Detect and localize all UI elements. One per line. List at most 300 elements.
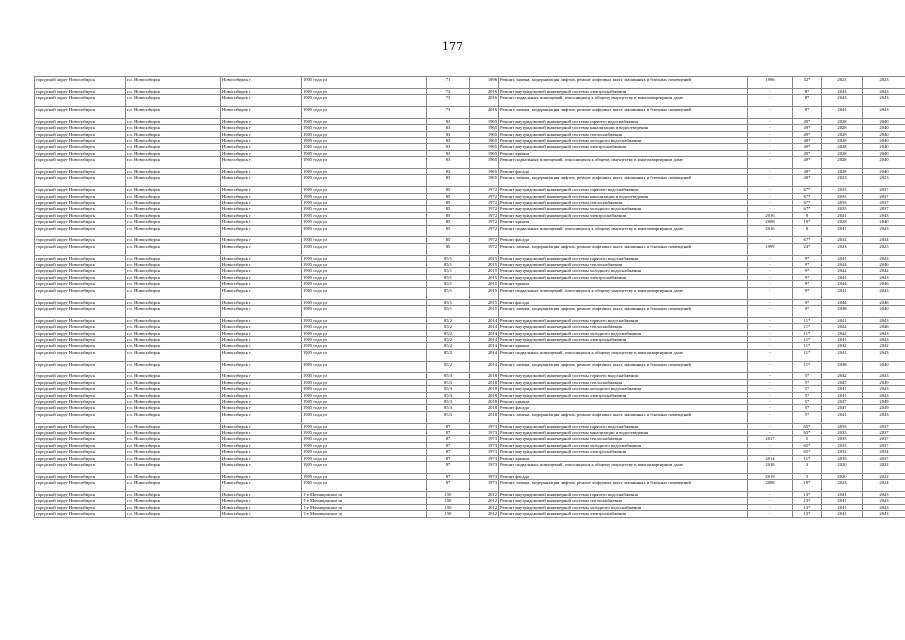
- cell-city: Новосибирск г: [221, 379, 302, 385]
- cell-house: 85/1: [427, 299, 470, 305]
- cell-settlement: г.о. Новосибирск: [126, 492, 221, 498]
- cell-built-year: 1996: [470, 77, 499, 89]
- cell-last-repair: -: [748, 175, 793, 187]
- cell-municipality: городской округ Новосибирск: [35, 268, 126, 274]
- table-row: [35, 77, 905, 89]
- cell-built-year: 2015: [470, 281, 499, 287]
- cell-city: Новосибирск г: [221, 200, 302, 206]
- cell-settlement: г.о. Новосибирск: [126, 274, 221, 280]
- cell-house: 85: [427, 206, 470, 212]
- table-row: [35, 95, 905, 107]
- cell-plan-from: 2023: [822, 175, 863, 187]
- cell-municipality: городской округ Новосибирск: [35, 144, 126, 150]
- cell-work-type: Ремонт внутридомовой инженерной системы электроснабжения: [499, 449, 748, 455]
- cell-street: 1905 года ул: [302, 193, 427, 199]
- cell-plan-to: 2043: [863, 386, 905, 392]
- cell-street: 1905 года ул: [302, 287, 427, 299]
- cell-house: 83: [427, 144, 470, 150]
- cell-plan-to: 2049: [863, 398, 905, 404]
- cell-wear: 13*: [793, 504, 822, 510]
- cell-plan-from: 2035: [822, 442, 863, 448]
- cell-house: 87: [427, 423, 470, 429]
- cell-plan-from: 2028: [822, 118, 863, 124]
- cell-plan-from: 2044: [822, 281, 863, 287]
- cell-work-type: Ремонт внутридомовой инженерной системы канализации и водоотведения: [499, 125, 748, 131]
- cell-built-year: 1965: [470, 144, 499, 150]
- cell-settlement: г.о. Новосибирск: [126, 336, 221, 342]
- cell-wear: 9*: [793, 281, 822, 287]
- cell-street: 1905 года ул: [302, 88, 427, 94]
- cell-house: 83: [427, 157, 470, 169]
- cell-plan-to: 2040: [863, 125, 905, 131]
- cell-wear: 5*: [793, 379, 822, 385]
- cell-municipality: городской округ Новосибирск: [35, 237, 126, 243]
- cell-settlement: г.о. Новосибирск: [126, 405, 221, 411]
- cell-house: 73: [427, 95, 470, 107]
- cell-street: 1905 года ул: [302, 262, 427, 268]
- cell-street: 1905 года ул: [302, 77, 427, 89]
- cell-settlement: г.о. Новосибирск: [126, 187, 221, 193]
- cell-plan-to: 2040: [863, 131, 905, 137]
- cell-street: 1905 года ул: [302, 225, 427, 237]
- cell-plan-to: 2040: [863, 144, 905, 150]
- cell-municipality: городской округ Новосибирск: [35, 429, 126, 435]
- cell-house: 85: [427, 187, 470, 193]
- cell-work-type: Ремонт крыши: [499, 343, 748, 349]
- cell-work-type: Ремонт подвальных помещений, относящихся к общему имуществу в многоквартирном доме: [499, 349, 748, 361]
- cell-settlement: г.о. Новосибирск: [126, 262, 221, 268]
- cell-wear: 11*: [793, 336, 822, 342]
- cell-plan-to: 2037: [863, 206, 905, 212]
- cell-work-type: Ремонт крыши: [499, 281, 748, 287]
- cell-plan-to: 2043: [863, 317, 905, 323]
- cell-settlement: г.о. Новосибирск: [126, 95, 221, 107]
- cell-plan-from: 2020: [822, 473, 863, 479]
- cell-city: Новосибирск г: [221, 287, 302, 299]
- cell-work-type: Ремонт фасада: [499, 473, 748, 479]
- cell-settlement: г.о. Новосибирск: [126, 480, 221, 492]
- cell-plan-from: 2035: [822, 206, 863, 212]
- cell-house: 85/2: [427, 349, 470, 361]
- cell-plan-from: 2023: [822, 243, 863, 255]
- cell-plan-to: 2023: [863, 77, 905, 89]
- cell-work-type: Ремонт, замена, модернизация лифтов, ремонт лифтовых шахт, машинных и блочных помещений: [499, 480, 748, 492]
- cell-house: 87: [427, 429, 470, 435]
- cell-last-repair: -: [748, 324, 793, 330]
- cell-built-year: 2012: [470, 498, 499, 504]
- cell-municipality: городской округ Новосибирск: [35, 225, 126, 237]
- cell-street: 1905 года ул: [302, 169, 427, 175]
- cell-work-type: Ремонт внутридомовой инженерной системы электроснабжения: [499, 336, 748, 342]
- cell-last-repair: -: [748, 144, 793, 150]
- cell-settlement: г.о. Новосибирск: [126, 392, 221, 398]
- cell-municipality: городской округ Новосибирск: [35, 386, 126, 392]
- cell-plan-to: 2043: [863, 511, 905, 517]
- cell-municipality: городской округ Новосибирск: [35, 392, 126, 398]
- cell-house: 87: [427, 449, 470, 455]
- cell-municipality: городской округ Новосибирск: [35, 219, 126, 225]
- cell-plan-from: 2032: [822, 449, 863, 455]
- cell-plan-from: 2047: [822, 405, 863, 411]
- cell-wear: 49*: [793, 118, 822, 124]
- cell-plan-from: 2020: [822, 462, 863, 474]
- cell-wear: 49*: [793, 144, 822, 150]
- cell-wear: 67*: [793, 237, 822, 243]
- cell-plan-from: 2043: [822, 95, 863, 107]
- cell-built-year: 2016: [470, 95, 499, 107]
- cell-built-year: 2014: [470, 324, 499, 330]
- cell-municipality: городской округ Новосибирск: [35, 243, 126, 255]
- cell-street: 1905 года ул: [302, 150, 427, 156]
- cell-street: 1905 года ул: [302, 473, 427, 479]
- cell-last-repair: -: [748, 169, 793, 175]
- cell-street: 1905 года ул: [302, 411, 427, 423]
- cell-wear: 8: [793, 212, 822, 218]
- table-row: [35, 107, 905, 119]
- cell-built-year: 2018: [470, 405, 499, 411]
- cell-built-year: 2018: [470, 392, 499, 398]
- cell-house: 83: [427, 175, 470, 187]
- cell-house: 85/2: [427, 317, 470, 323]
- cell-last-repair: -: [748, 138, 793, 144]
- cell-city: Новосибирск г: [221, 473, 302, 479]
- cell-settlement: г.о. Новосибирск: [126, 455, 221, 461]
- cell-plan-from: 2028: [822, 144, 863, 150]
- cell-street: 1905 года ул: [302, 206, 427, 212]
- cell-settlement: г.о. Новосибирск: [126, 373, 221, 379]
- cell-municipality: городской округ Новосибирск: [35, 138, 126, 144]
- cell-street: 1905 года ул: [302, 330, 427, 336]
- cell-street: 1905 года ул: [302, 212, 427, 218]
- cell-wear: 11*: [793, 317, 822, 323]
- cell-work-type: Ремонт внутридомовой инженерной системы электроснабжения: [499, 88, 748, 94]
- cell-last-repair: -: [748, 305, 793, 317]
- cell-municipality: городской округ Новосибирск: [35, 330, 126, 336]
- cell-last-repair: -: [748, 405, 793, 411]
- cell-street: 1905 года ул: [302, 398, 427, 404]
- cell-city: Новосибирск г: [221, 330, 302, 336]
- cell-plan-to: 2043: [863, 392, 905, 398]
- cell-work-type: Ремонт внутридомовой инженерной системы электроснабжения: [499, 212, 748, 218]
- cell-settlement: г.о. Новосибирск: [126, 200, 221, 206]
- cell-municipality: городской округ Новосибирск: [35, 262, 126, 268]
- cell-built-year: 1972: [470, 243, 499, 255]
- cell-city: Новосибирск г: [221, 386, 302, 392]
- cell-wear: 49*: [793, 150, 822, 156]
- cell-built-year: 1973: [470, 442, 499, 448]
- cell-built-year: 2014: [470, 330, 499, 336]
- cell-plan-to: 2043: [863, 411, 905, 423]
- cell-work-type: Ремонт крыши: [499, 455, 748, 461]
- cell-last-repair: -: [748, 95, 793, 107]
- cell-last-repair: 1999: [748, 243, 793, 255]
- cell-municipality: городской округ Новосибирск: [35, 361, 126, 373]
- cell-street: 1905 года ул: [302, 392, 427, 398]
- cell-wear: 9*: [793, 274, 822, 280]
- cell-municipality: городской округ Новосибирск: [35, 324, 126, 330]
- cell-work-type: Ремонт, замена, модернизация лифтов, ремонт лифтовых шахт, машинных и блочных помещений: [499, 411, 748, 423]
- cell-plan-to: 2037: [863, 187, 905, 193]
- cell-work-type: Ремонт внутридомовой инженерной системы горячего водоснабжения: [499, 423, 748, 429]
- cell-house: 85/3: [427, 392, 470, 398]
- cell-last-repair: -: [748, 299, 793, 305]
- cell-work-type: Ремонт внутридомовой инженерной системы теплоснабжения: [499, 379, 748, 385]
- cell-settlement: г.о. Новосибирск: [126, 299, 221, 305]
- cell-house: 85/1: [427, 287, 470, 299]
- cell-street: 1905 года ул: [302, 274, 427, 280]
- cell-plan-from: 2041: [822, 255, 863, 261]
- cell-municipality: городской округ Новосибирск: [35, 473, 126, 479]
- table-row: [35, 411, 905, 423]
- cell-wear: 3: [793, 473, 822, 479]
- cell-municipality: городской округ Новосибирск: [35, 511, 126, 517]
- cell-settlement: г.о. Новосибирск: [126, 386, 221, 392]
- cell-work-type: Ремонт внутридомовой инженерной системы холодного водоснабжения: [499, 206, 748, 212]
- cell-municipality: городской округ Новосибирск: [35, 187, 126, 193]
- cell-wear: 49*: [793, 157, 822, 169]
- cell-built-year: 1972: [470, 212, 499, 218]
- cell-city: Новосибирск г: [221, 511, 302, 517]
- cell-city: Новосибирск г: [221, 405, 302, 411]
- cell-plan-from: 2041: [822, 349, 863, 361]
- cell-city: Новосибирск г: [221, 95, 302, 107]
- cell-house: 85/1: [427, 281, 470, 287]
- cell-plan-from: 2041: [822, 336, 863, 342]
- cell-last-repair: -: [748, 392, 793, 398]
- cell-last-repair: -: [748, 492, 793, 498]
- cell-plan-from: 2044: [822, 299, 863, 305]
- cell-built-year: 1972: [470, 225, 499, 237]
- cell-wear: 65*: [793, 423, 822, 429]
- cell-municipality: городской округ Новосибирск: [35, 317, 126, 323]
- cell-plan-to: 2043: [863, 225, 905, 237]
- cell-plan-to: 2043: [863, 330, 905, 336]
- cell-street: 1905 года ул: [302, 243, 427, 255]
- cell-work-type: Ремонт внутридомовой инженерной системы горячего водоснабжения: [499, 118, 748, 124]
- cell-settlement: г.о. Новосибирск: [126, 219, 221, 225]
- cell-built-year: 2015: [470, 255, 499, 261]
- cell-plan-to: 2037: [863, 436, 905, 442]
- cell-last-repair: -: [748, 379, 793, 385]
- cell-last-repair: -: [748, 386, 793, 392]
- cell-plan-from: 2041: [822, 498, 863, 504]
- cell-work-type: Ремонт подвальных помещений, относящихся к общему имуществу в многоквартирном доме: [499, 462, 748, 474]
- table-row: [35, 349, 905, 361]
- cell-house: 83: [427, 118, 470, 124]
- cell-plan-from: 2042: [822, 330, 863, 336]
- cell-built-year: 1965: [470, 125, 499, 131]
- cell-plan-to: 2040: [863, 219, 905, 225]
- cell-wear: 9*: [793, 268, 822, 274]
- cell-city: Новосибирск г: [221, 262, 302, 268]
- cell-last-repair: -: [748, 88, 793, 94]
- cell-built-year: 1973: [470, 455, 499, 461]
- cell-settlement: г.о. Новосибирск: [126, 330, 221, 336]
- cell-city: Новосибирск г: [221, 193, 302, 199]
- cell-settlement: г.о. Новосибирск: [126, 77, 221, 89]
- cell-plan-to: 2040: [863, 361, 905, 373]
- cell-plan-to: 2046: [863, 281, 905, 287]
- cell-municipality: городской округ Новосибирск: [35, 423, 126, 429]
- cell-house: 83: [427, 150, 470, 156]
- cell-municipality: городской округ Новосибирск: [35, 449, 126, 455]
- cell-street: 1905 года ул: [302, 455, 427, 461]
- cell-settlement: г.о. Новосибирск: [126, 498, 221, 504]
- cell-municipality: городской округ Новосибирск: [35, 131, 126, 137]
- cell-built-year: 1972: [470, 193, 499, 199]
- cell-wear: 5*: [793, 405, 822, 411]
- cell-settlement: г.о. Новосибирск: [126, 398, 221, 404]
- cell-last-repair: -: [748, 200, 793, 206]
- cell-street: 1905 года ул: [302, 361, 427, 373]
- cell-municipality: городской округ Новосибирск: [35, 462, 126, 474]
- cell-wear: 11*: [793, 361, 822, 373]
- cell-settlement: г.о. Новосибирск: [126, 118, 221, 124]
- cell-house: 85: [427, 200, 470, 206]
- table-row: [35, 225, 905, 237]
- cell-plan-to: 2043: [863, 349, 905, 361]
- cell-settlement: г.о. Новосибирск: [126, 287, 221, 299]
- cell-plan-from: 2035: [822, 455, 863, 461]
- cell-wear: 13*: [793, 492, 822, 498]
- cell-street: 1905 года ул: [302, 343, 427, 349]
- cell-city: Новосибирск г: [221, 175, 302, 187]
- cell-last-repair: -: [748, 423, 793, 429]
- cell-city: Новосибирск г: [221, 504, 302, 510]
- cell-built-year: 2018: [470, 373, 499, 379]
- cell-plan-from: 2023: [822, 77, 863, 89]
- cell-settlement: г.о. Новосибирск: [126, 144, 221, 150]
- cell-built-year: 2015: [470, 274, 499, 280]
- cell-wear: 19*: [793, 480, 822, 492]
- cell-city: Новосибирск г: [221, 361, 302, 373]
- cell-municipality: городской округ Новосибирск: [35, 88, 126, 94]
- cell-work-type: Ремонт внутридомовой инженерной системы холодного водоснабжения: [499, 386, 748, 392]
- cell-built-year: 2014: [470, 343, 499, 349]
- cell-city: Новосибирск г: [221, 131, 302, 137]
- cell-wear: 65*: [793, 442, 822, 448]
- cell-settlement: г.о. Новосибирск: [126, 349, 221, 361]
- cell-city: Новосибирск г: [221, 77, 302, 89]
- cell-municipality: городской округ Новосибирск: [35, 336, 126, 342]
- cell-plan-to: 2042: [863, 343, 905, 349]
- cell-plan-from: 2047: [822, 379, 863, 385]
- cell-built-year: 2014: [470, 317, 499, 323]
- cell-wear: 5: [793, 436, 822, 442]
- cell-municipality: городской округ Новосибирск: [35, 411, 126, 423]
- cell-plan-from: 2041: [822, 212, 863, 218]
- cell-wear: 11*: [793, 349, 822, 361]
- cell-built-year: 1965: [470, 138, 499, 144]
- cell-work-type: Ремонт внутридомовой инженерной системы электроснабжения: [499, 392, 748, 398]
- cell-street: 1-е Мочищенское ш: [302, 498, 427, 504]
- cell-city: Новосибирск г: [221, 349, 302, 361]
- cell-plan-from: 2035: [822, 436, 863, 442]
- cell-city: Новосибирск г: [221, 157, 302, 169]
- cell-house: 85/3: [427, 405, 470, 411]
- cell-last-repair: -: [748, 511, 793, 517]
- cell-built-year: 1973: [470, 462, 499, 474]
- cell-work-type: Ремонт внутридомовой инженерной системы горячего водоснабжения: [499, 373, 748, 379]
- cell-house: 85: [427, 237, 470, 243]
- cell-work-type: Ремонт внутридомовой инженерной системы холодного водоснабжения: [499, 504, 748, 510]
- cell-work-type: Ремонт подвальных помещений, относящихся к общему имуществу в многоквартирном доме: [499, 95, 748, 107]
- cell-plan-from: 2042: [822, 268, 863, 274]
- cell-work-type: Ремонт подвальных помещений, относящихся к общему имуществу в многоквартирном доме: [499, 225, 748, 237]
- table-row: [35, 175, 905, 187]
- cell-settlement: г.о. Новосибирск: [126, 212, 221, 218]
- cell-municipality: городской округ Новосибирск: [35, 398, 126, 404]
- cell-city: Новосибирск г: [221, 498, 302, 504]
- cell-city: Новосибирск г: [221, 492, 302, 498]
- cell-work-type: Ремонт внутридомовой инженерной системы теплоснабжения: [499, 262, 748, 268]
- cell-built-year: 2018: [470, 386, 499, 392]
- cell-city: Новосибирск г: [221, 423, 302, 429]
- cell-street: 1905 года ул: [302, 324, 427, 330]
- cell-built-year: 1973: [470, 423, 499, 429]
- cell-last-repair: 2014: [748, 455, 793, 461]
- cell-settlement: г.о. Новосибирск: [126, 511, 221, 517]
- cell-city: Новосибирск г: [221, 392, 302, 398]
- cell-last-repair: 2019: [748, 473, 793, 479]
- cell-last-repair: -: [748, 361, 793, 373]
- cell-plan-to: 2037: [863, 193, 905, 199]
- cell-city: Новосибирск г: [221, 206, 302, 212]
- cell-plan-to: 2046: [863, 324, 905, 330]
- cell-plan-to: 2024: [863, 480, 905, 492]
- cell-settlement: г.о. Новосибирск: [126, 281, 221, 287]
- cell-wear: 5*: [793, 411, 822, 423]
- cell-built-year: 2018: [470, 398, 499, 404]
- cell-settlement: г.о. Новосибирск: [126, 317, 221, 323]
- cell-municipality: городской округ Новосибирск: [35, 299, 126, 305]
- cell-house: 85/3: [427, 398, 470, 404]
- cell-last-repair: 2008: [748, 480, 793, 492]
- cell-municipality: городской округ Новосибирск: [35, 455, 126, 461]
- cell-wear: 11*: [793, 343, 822, 349]
- cell-built-year: 2015: [470, 299, 499, 305]
- cell-city: Новосибирск г: [221, 107, 302, 119]
- cell-plan-to: 2043: [863, 88, 905, 94]
- cell-plan-to: 2040: [863, 118, 905, 124]
- cell-house: 73: [427, 107, 470, 119]
- cell-wear: 65*: [793, 449, 822, 455]
- cell-city: Новосибирск г: [221, 281, 302, 287]
- cell-plan-from: 2038: [822, 305, 863, 317]
- cell-house: 87: [427, 480, 470, 492]
- cell-settlement: г.о. Новосибирск: [126, 343, 221, 349]
- cell-last-repair: 2018: [748, 462, 793, 474]
- cell-wear: 49*: [793, 175, 822, 187]
- cell-plan-from: 2035: [822, 187, 863, 193]
- cell-work-type: Ремонт фасада: [499, 405, 748, 411]
- cell-built-year: 1972: [470, 219, 499, 225]
- cell-municipality: городской округ Новосибирск: [35, 118, 126, 124]
- cell-work-type: Ремонт внутридомовой инженерной системы холодного водоснабжения: [499, 330, 748, 336]
- cell-house: 85/3: [427, 373, 470, 379]
- cell-work-type: Ремонт внутридомовой инженерной системы теплоснабжения: [499, 498, 748, 504]
- cell-plan-to: 2034: [863, 449, 905, 455]
- cell-house: 150: [427, 492, 470, 498]
- cell-house: 85/1: [427, 268, 470, 274]
- cell-street: 1905 года ул: [302, 317, 427, 323]
- cell-built-year: 1965: [470, 150, 499, 156]
- cell-house: 73: [427, 88, 470, 94]
- cell-house: 85/3: [427, 411, 470, 423]
- cell-plan-to: 2043: [863, 504, 905, 510]
- cell-work-type: Ремонт крыши: [499, 398, 748, 404]
- cell-work-type: Ремонт, замена, модернизация лифтов, ремонт лифтовых шахт, машинных и блочных помещений: [499, 305, 748, 317]
